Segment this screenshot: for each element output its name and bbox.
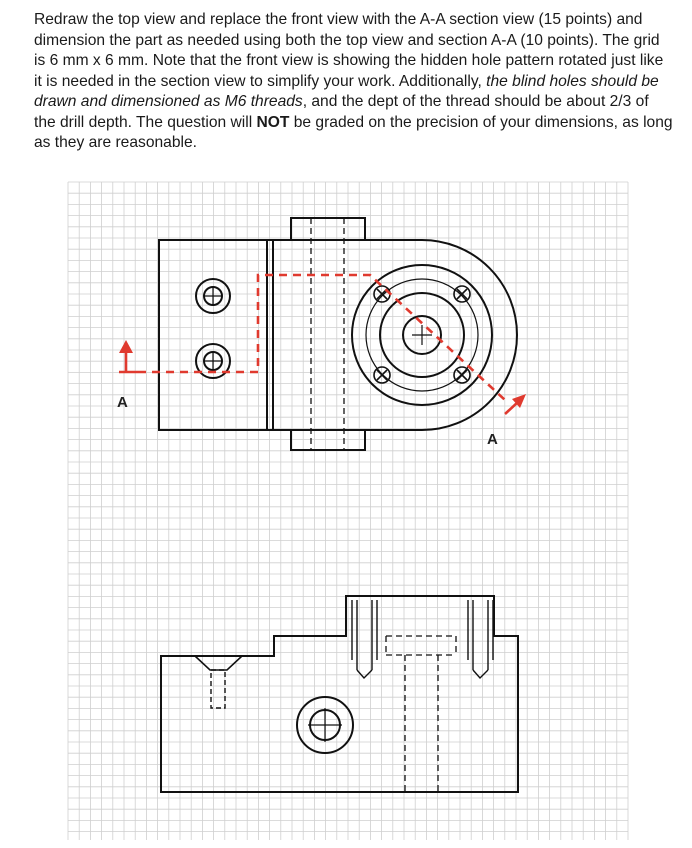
instructions-part1: Redraw the top view and replace the front view with the A-A section view (15 points) and dimension the part as needed using both the top view and section A-A (10 points). The grid is 6 mm x 6 mm. Note that the front view is showing the hidden hole pattern rotated just like it is needed in the section view to simplify your work. Additionally, <box>34 11 664 90</box>
instructions-italic: the blind holes should be drawn and dimensioned as M6 threads <box>34 72 659 110</box>
front-view <box>161 596 518 792</box>
section-label-left: A <box>117 394 128 411</box>
instructions-bold: NOT <box>256 113 290 131</box>
section-label-right: A <box>487 431 498 448</box>
front-view-outline <box>161 596 518 792</box>
instructions-part2: , and the dept of the thread should be about 2/3 of the drill depth. The question will <box>34 93 649 131</box>
top-tab <box>291 218 365 240</box>
section-arrow-right <box>505 394 526 414</box>
instructions-part3: be graded on the precision of your dimensions, as long as they are reasonable. <box>34 113 673 151</box>
top-view <box>159 218 517 450</box>
